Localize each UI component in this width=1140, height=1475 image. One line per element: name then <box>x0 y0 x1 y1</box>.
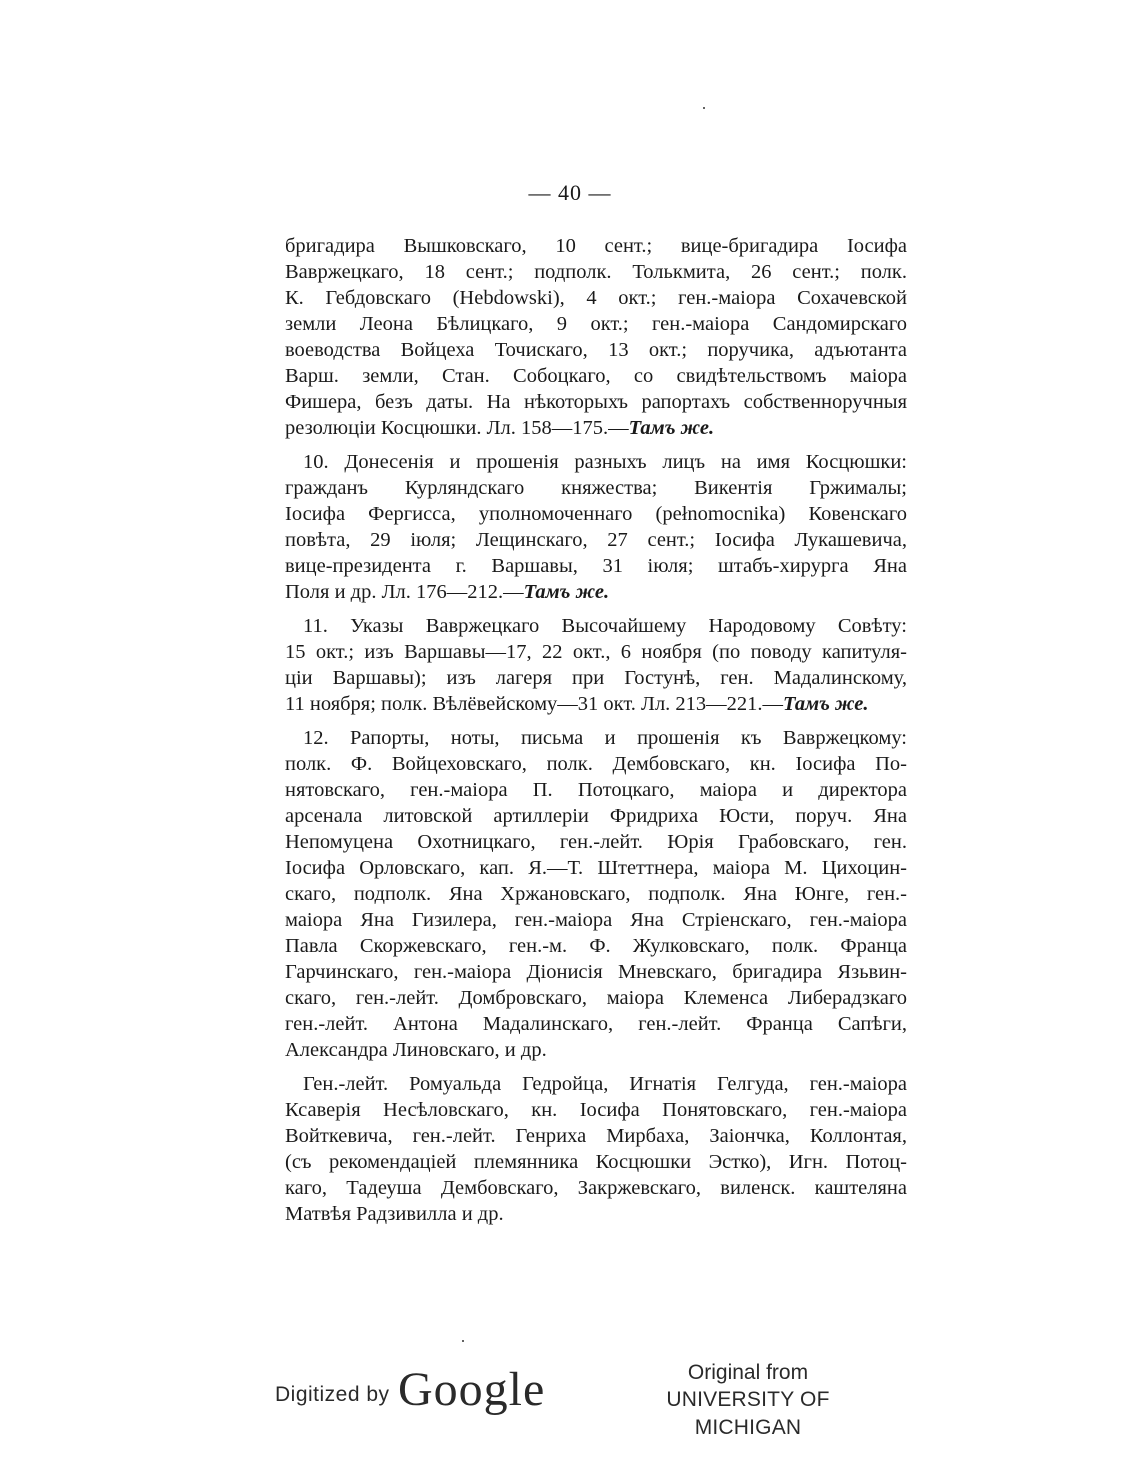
source-reference: Тамъ же. <box>783 693 869 715</box>
paragraph-line: Гарчинскаго, ген.-маіора Діонисія Мневскаго, бригадира Язьвин- <box>285 961 907 983</box>
source-reference: Тамъ же. <box>523 581 610 603</box>
paragraph-line: резолюціи Косцюшки. Лл. 158—175.—Тамъ же. <box>285 417 715 439</box>
paragraph-line: Ген.-лейт. Ромуальда Гедройца, Игнатія Гелгуда, ген.-маіора <box>303 1073 907 1095</box>
paragraph-line: вице-президента г. Варшавы, 31 іюля; штабъ-хирурга Яна <box>285 555 907 577</box>
digitized-by-label: Digitized by <box>275 1383 390 1406</box>
paragraph-line: скаго, подполк. Яна Хржановскаго, подполк. Яна Юнге, ген.- <box>285 883 907 905</box>
paragraph-line: Матвѣя Радзивилла и др. <box>285 1203 504 1225</box>
paragraph-line: Іосифа Фергисса, уполномоченнаго (pełnomocnika) Ковенскаго <box>285 503 907 525</box>
digitized-by-google-watermark <box>275 1362 545 1417</box>
paragraph-line: Варш. земли, Стан. Собоцкаго, со свидѣтельствомъ маіора <box>285 365 907 387</box>
paragraph-line: Фишера, безъ даты. На нѣкоторыхъ рапортахъ собственноручныя <box>285 391 907 413</box>
paragraph-line: К. Гебдовскаго (Hebdowski), 4 окт.; ген.-маіора Сохачевской <box>285 287 907 309</box>
document-body <box>285 233 907 1235</box>
scan-speck <box>462 1340 464 1342</box>
university-of-michigan-label: UNIVERSITY OF MICHIGAN <box>666 1388 830 1439</box>
paragraph-line: повѣта, 29 іюля; Лещинскаго, 27 сент.; Іосифа Лукашевича, <box>285 529 907 551</box>
paragraph-line: Непомуцена Охотницкаго, ген.-лейт. Юрія Грабовскаго, ген. <box>285 831 907 853</box>
paragraph-line: 10. Донесенія и прошенія разныхъ лицъ на имя Косцюшки: <box>303 451 907 473</box>
paragraph-line: воеводства Войцеха Точискаго, 13 окт.; поручика, адъютанта <box>285 339 907 361</box>
google-logo: Google <box>398 1363 546 1416</box>
paragraph <box>285 449 907 605</box>
paragraph-line: ген.-лейт. Антона Мадалинскаго, ген.-лейт. Франца Сапѣги, <box>285 1013 907 1035</box>
paragraph-line: 11. Указы Вавржецкаго Высочайшему Народовому Совѣту: <box>303 615 907 637</box>
paragraph-line: Павла Скоржевскаго, ген.-м. Ф. Жулковскаго, полк. Франца <box>285 935 907 957</box>
paragraph <box>285 725 907 1063</box>
paragraph-line: 12. Рапорты, ноты, письма и прошенія къ Вавржецкому: <box>303 727 907 749</box>
paragraph-line: бригадира Вышковскаго, 10 сент.; вице-бригадира Іосифа <box>285 235 907 257</box>
paragraph-line: 11 ноября; полк. Вѣлёвейскому—31 окт. Лл. 213—221.—Тамъ же. <box>285 693 869 715</box>
paragraph-line: арсенала литовской артиллеріи Фридриха Юсти, поруч. Яна <box>285 805 907 827</box>
paragraph-line: земли Леона Бѣлицкаго, 9 окт.; ген.-маіора Сандомирскаго <box>285 313 907 335</box>
paragraph <box>285 613 907 717</box>
paragraph-line: каго, Тадеуша Дембовскаго, Закржевскаго, виленск. каштеляна <box>285 1177 907 1199</box>
paragraph <box>285 233 907 441</box>
paragraph-line: Іосифа Орловскаго, кап. Я.—Т. Штеттнера, маіора М. Цихоцин- <box>285 857 907 879</box>
paragraph-line: скаго, ген.-лейт. Домбровскаго, маіора Клеменса Либерадзкаго <box>285 987 907 1009</box>
original-from-attribution <box>620 1360 876 1442</box>
paragraph-line: Поля и др. Лл. 176—212.—Тамъ же. <box>285 581 610 603</box>
original-from-label: Original from <box>687 1361 809 1384</box>
paragraph-line: гражданъ Курляндскаго княжества; Викентія Гржималы; <box>285 477 907 499</box>
paragraph <box>285 1071 907 1227</box>
source-reference: Тамъ же. <box>628 417 715 439</box>
scan-speck <box>703 107 705 109</box>
paragraph-line: Войткевича, ген.-лейт. Генриха Мирбаха, Заіончка, Коллонтая, <box>285 1125 907 1147</box>
paragraph-line: маіора Яна Гизилера, ген.-маіора Яна Стріенскаго, ген.-маіора <box>285 909 907 931</box>
paragraph-line: Вавржецкаго, 18 сент.; подполк. Толькмита, 26 сент.; полк. <box>285 261 907 283</box>
paragraph-line: Александра Линовскаго, и др. <box>285 1039 547 1061</box>
paragraph-line: (съ рекомендаціей племянника Косцюшки Эстко), Игн. Потоц- <box>285 1151 907 1173</box>
paragraph-line: 15 окт.; изъ Варшавы—17, 22 окт., 6 ноября (по поводу капитуля- <box>285 641 907 663</box>
paragraph-line: полк. Ф. Войцеховскаго, полк. Дембовскаго, кн. Іосифа По- <box>285 753 907 775</box>
paragraph-line: Ксаверія Несѣловскаго, кн. Іосифа Понятовскаго, ген.-маіора <box>285 1099 907 1121</box>
page-number: — 40 — <box>528 180 612 205</box>
paragraph-line: нятовскаго, ген.-маіора П. Потоцкаго, маіора и директора <box>285 779 907 801</box>
paragraph-line: ціи Варшавы); изъ лагеря при Гостунѣ, ген. Мадалинскому, <box>285 667 907 689</box>
